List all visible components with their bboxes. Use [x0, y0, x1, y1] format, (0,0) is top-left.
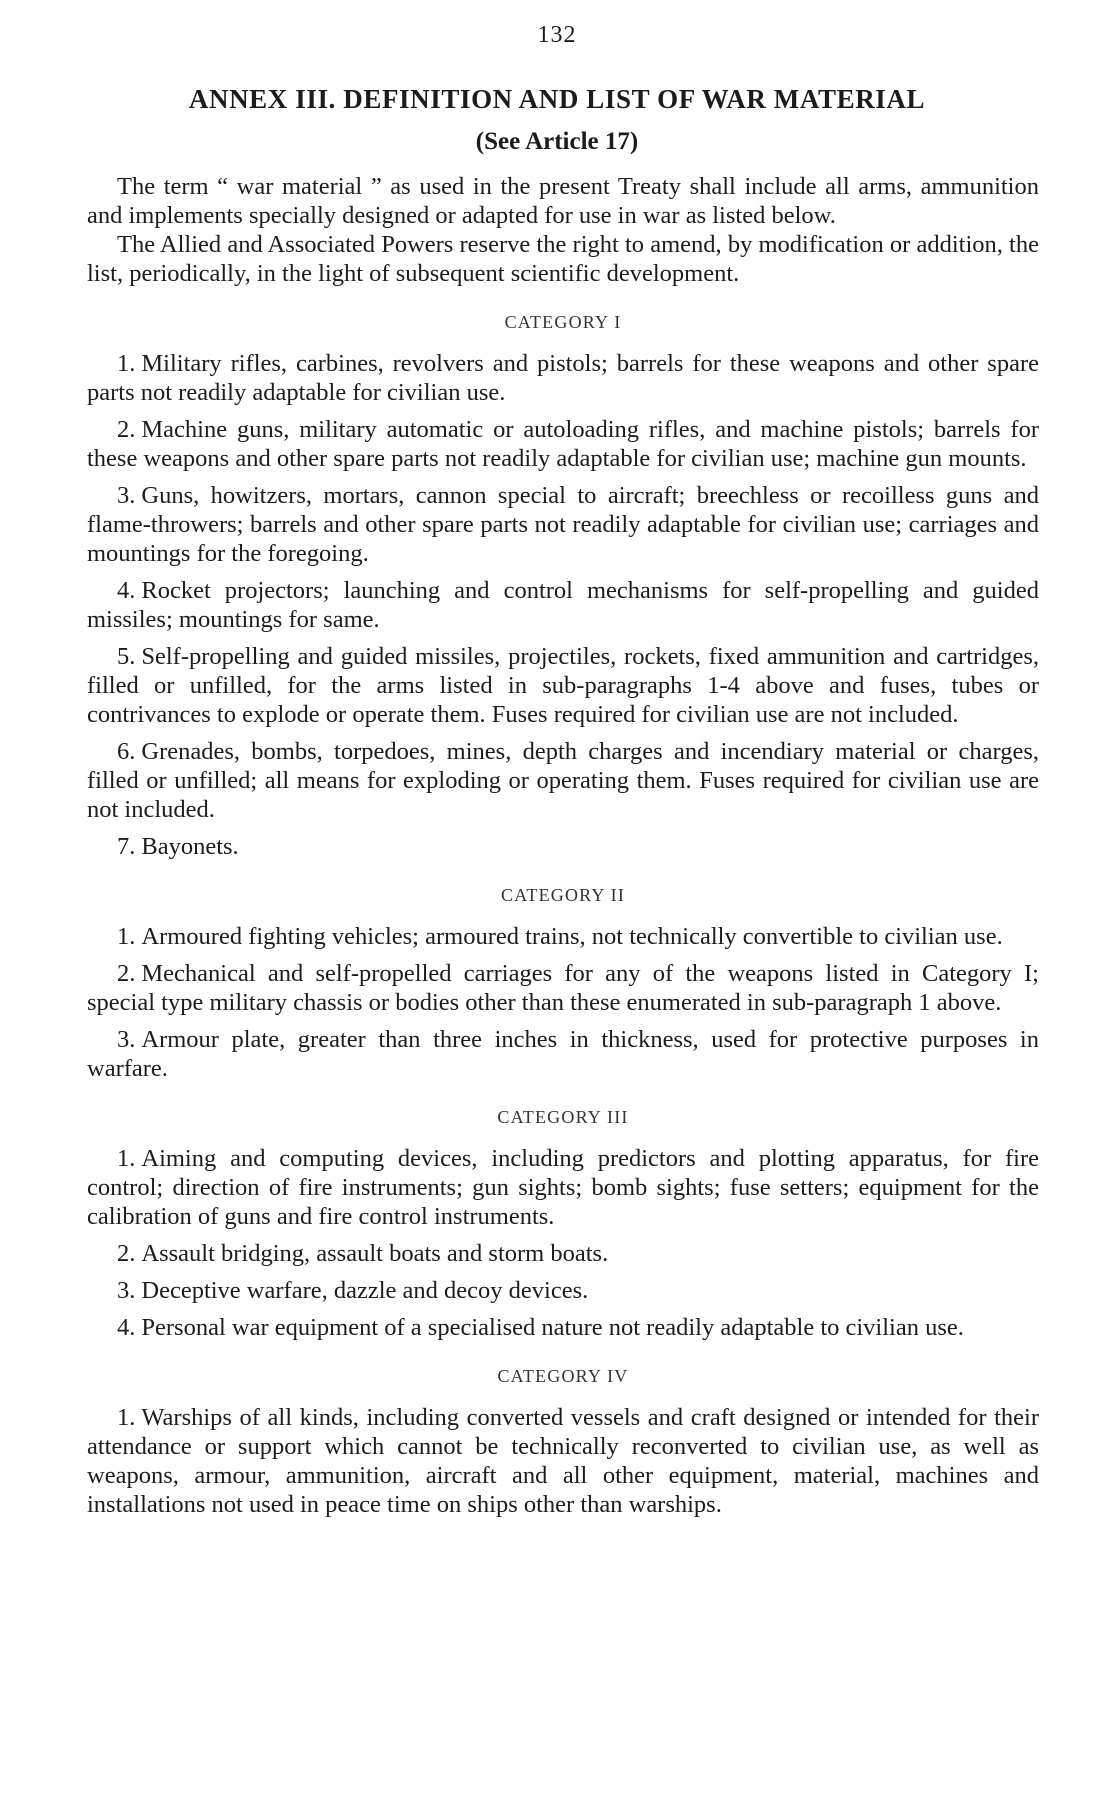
item-text: Deceptive warfare, dazzle and decoy devices.	[141, 1277, 589, 1304]
item-number: 2.	[117, 1240, 136, 1267]
item-number: 7.	[117, 833, 136, 860]
item-number: 3.	[117, 1026, 136, 1053]
item-text: Personal war equipment of a specialised nature not readily adaptable to civilian use.	[141, 1314, 964, 1341]
intro-paragraph: The term “ war material ” as used in the present Treaty shall include all arms, ammunition and implements specially designed or adapted for use in war as listed below.	[87, 173, 1039, 229]
item-text: Grenades, bombs, torpedoes, mines, depth charges and incendiary material or charges, filled or unfilled; all means for exploding or operating them. Fuses required for civilian use are not included.	[87, 738, 1039, 823]
item-text: Warships of all kinds, including converted vessels and craft designed or intended for their attendance or support which cannot be technically reconverted to civilian use, as well as weapons, armour, ammunition, aircraft and all other equipment, material, machines and installations not used in peace time on ships other than warships.	[87, 1404, 1039, 1518]
item-number: 2.	[117, 960, 136, 987]
list-item	[87, 737, 1039, 824]
list-item	[87, 1276, 1039, 1305]
item-number: 1.	[117, 350, 136, 377]
list-item	[87, 642, 1039, 729]
list-item	[87, 832, 1039, 861]
category-section	[87, 308, 1039, 861]
item-number: 3.	[117, 482, 136, 509]
item-text: Rocket projectors; launching and control mechanisms for self-propelling and guided missiles; mountings for same.	[87, 577, 1039, 633]
item-text: Armour plate, greater than three inches in thickness, used for protective purposes in warfare.	[87, 1026, 1039, 1082]
item-text: Self-propelling and guided missiles, projectiles, rockets, fixed ammunition and cartridges, filled or unfilled, for the arms listed in sub-paragraphs 1-4 above and fuses, tubes or contrivances to explode or operate them. Fuses required for civilian use are not included.	[87, 643, 1039, 728]
document-body	[87, 172, 1039, 1527]
item-number: 5.	[117, 643, 136, 670]
list-item	[87, 1403, 1039, 1519]
item-text: Mechanical and self-propelled carriages for any of the weapons listed in Category I; special type military chassis or bodies other than these enumerated in sub-paragraph 1 above.	[87, 960, 1039, 1016]
intro-paragraph: The Allied and Associated Powers reserve the right to amend, by modification or addition, the list, periodically, in the light of subsequent scientific development.	[87, 231, 1039, 287]
item-number: 1.	[117, 923, 136, 950]
category-heading: CATEGORY IV	[497, 1366, 629, 1386]
item-text: Aiming and computing devices, including predictors and plotting apparatus, for fire control; direction of fire instruments; gun sights; bomb sights; fuse setters; equipment for the calibration of guns and fire control instruments.	[87, 1145, 1039, 1230]
item-text: Assault bridging, assault boats and storm boats.	[141, 1240, 609, 1267]
item-number: 4.	[117, 577, 136, 604]
list-item	[87, 576, 1039, 634]
list-item	[87, 349, 1039, 407]
item-text: Guns, howitzers, mortars, cannon special to aircraft; breechless or recoilless guns and flame-throwers; barrels and other spare parts not readily adaptable for civilian use; carriages and mountings for the foregoing.	[87, 482, 1039, 567]
item-number: 3.	[117, 1277, 136, 1304]
category-section	[87, 1103, 1039, 1342]
category-heading: CATEGORY III	[497, 1107, 629, 1127]
list-item	[87, 1239, 1039, 1268]
item-text: Machine guns, military automatic or autoloading rifles, and machine pistols; barrels for these weapons and other spare parts not readily adaptable for civilian use; machine gun mounts.	[87, 416, 1039, 472]
page-number: 132	[537, 22, 577, 48]
category-section	[87, 881, 1039, 1083]
page-title: ANNEX III. DEFINITION AND LIST OF WAR MATERIAL	[188, 84, 926, 114]
page-subtitle: (See Article 17)	[475, 128, 639, 155]
category-section	[87, 1362, 1039, 1519]
category-heading: CATEGORY II	[500, 885, 626, 905]
list-item	[87, 959, 1039, 1017]
item-text: Military rifles, carbines, revolvers and pistols; barrels for these weapons and other spare parts not readily adaptable for civilian use.	[87, 350, 1039, 406]
item-number: 4.	[117, 1314, 136, 1341]
list-item	[87, 481, 1039, 568]
item-text: Bayonets.	[141, 833, 239, 860]
item-number: 2.	[117, 416, 136, 443]
category-heading: CATEGORY I	[504, 312, 622, 332]
list-item	[87, 415, 1039, 473]
list-item	[87, 1025, 1039, 1083]
item-number: 1.	[117, 1404, 136, 1431]
list-item	[87, 1144, 1039, 1231]
item-number: 6.	[117, 738, 136, 765]
item-text: Armoured fighting vehicles; armoured trains, not technically convertible to civilian use.	[141, 923, 1003, 950]
item-number: 1.	[117, 1145, 136, 1172]
list-item	[87, 922, 1039, 951]
intro-section	[87, 172, 1039, 288]
list-item	[87, 1313, 1039, 1342]
